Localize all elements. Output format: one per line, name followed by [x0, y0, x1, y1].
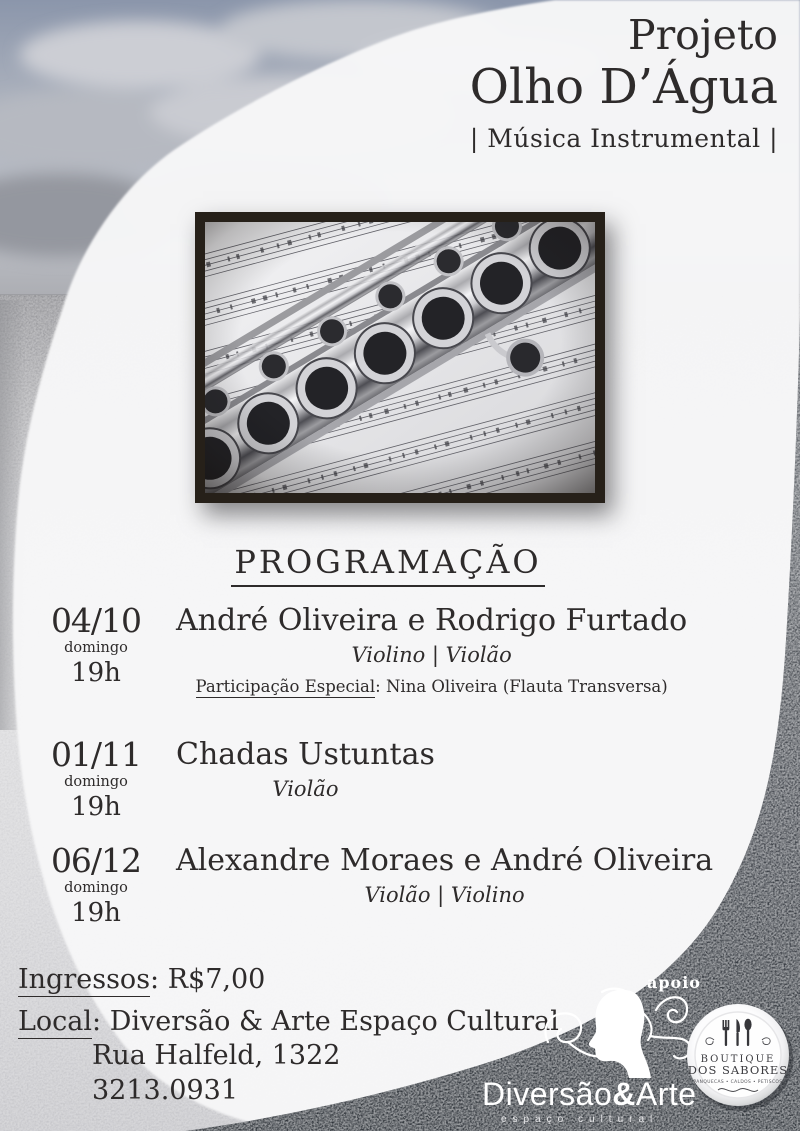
artists: André Oliveira e Rodrigo Furtado [176, 603, 688, 638]
time: 19h [71, 897, 121, 928]
date-block [22, 735, 170, 822]
special-guest [176, 677, 687, 696]
flute-photo [195, 212, 605, 503]
event-details [176, 604, 687, 696]
ampersand: & [612, 1076, 636, 1112]
arte-word: Arte [635, 1076, 697, 1112]
venue-value: : Diversão & Arte Espaço Cultural [92, 1005, 559, 1037]
event-details [176, 844, 713, 907]
weekday: domingo [64, 640, 128, 656]
address-line: Rua Halfeld, 1322 [92, 1040, 341, 1072]
instruments: Violino | Violão [351, 643, 512, 667]
weekday: domingo [64, 880, 128, 896]
venue-line [18, 1007, 559, 1037]
boutique-line2: DOS SABORES [687, 1063, 789, 1077]
special-guest-name: : Nina Oliveira (Flauta Transversa) [375, 677, 668, 696]
face-silhouette-icon [589, 990, 651, 1078]
event-details [176, 738, 435, 801]
diversao-word: Diversão [482, 1076, 613, 1112]
date-block [22, 601, 170, 688]
schedule-row-2 [22, 735, 435, 822]
boutique-line1: BOUTIQUE [700, 1054, 776, 1065]
footer-info [18, 958, 559, 1106]
instruments: Violão | Violino [364, 883, 525, 907]
diversao-arte-logo-text [482, 1076, 697, 1113]
date: 04/10 [50, 601, 142, 640]
date-block [22, 841, 170, 928]
venue-label: Local [18, 1005, 93, 1037]
boutique-dos-sabores-logo [678, 998, 798, 1116]
title-line2: Olho D’Água [469, 58, 778, 115]
date: 06/12 [50, 841, 142, 880]
title-subtitle: | Música Instrumental | [469, 124, 778, 154]
tickets-label: Ingressos [18, 964, 151, 995]
program-heading-text: PROGRAMAÇÃO [231, 543, 544, 587]
flute-illustration [205, 222, 595, 493]
tickets-line [18, 965, 559, 995]
time: 19h [71, 791, 121, 822]
date: 01/11 [50, 735, 142, 774]
program-heading [0, 543, 776, 581]
support-label: apoio [647, 973, 701, 992]
tickets-value: : R$7,00 [150, 964, 266, 995]
title-line1: Projeto [627, 11, 778, 59]
artists: Alexandre Moraes e André Oliveira [176, 843, 714, 878]
special-guest-label: Participação Especial [195, 677, 376, 696]
schedule-row-3 [22, 841, 714, 928]
time: 19h [71, 657, 121, 688]
diversao-arte-tagline: espaço cultural [501, 1114, 659, 1125]
schedule-row-1 [22, 601, 688, 696]
artists: Chadas Ustuntas [176, 737, 435, 772]
phone-line: 3213.0931 [92, 1075, 239, 1107]
poster-title [470, 12, 778, 153]
boutique-line3: PANQUECAS • CALDOS • PETISCOS [693, 1080, 783, 1085]
weekday: domingo [64, 774, 128, 790]
instruments: Violão [272, 777, 339, 801]
